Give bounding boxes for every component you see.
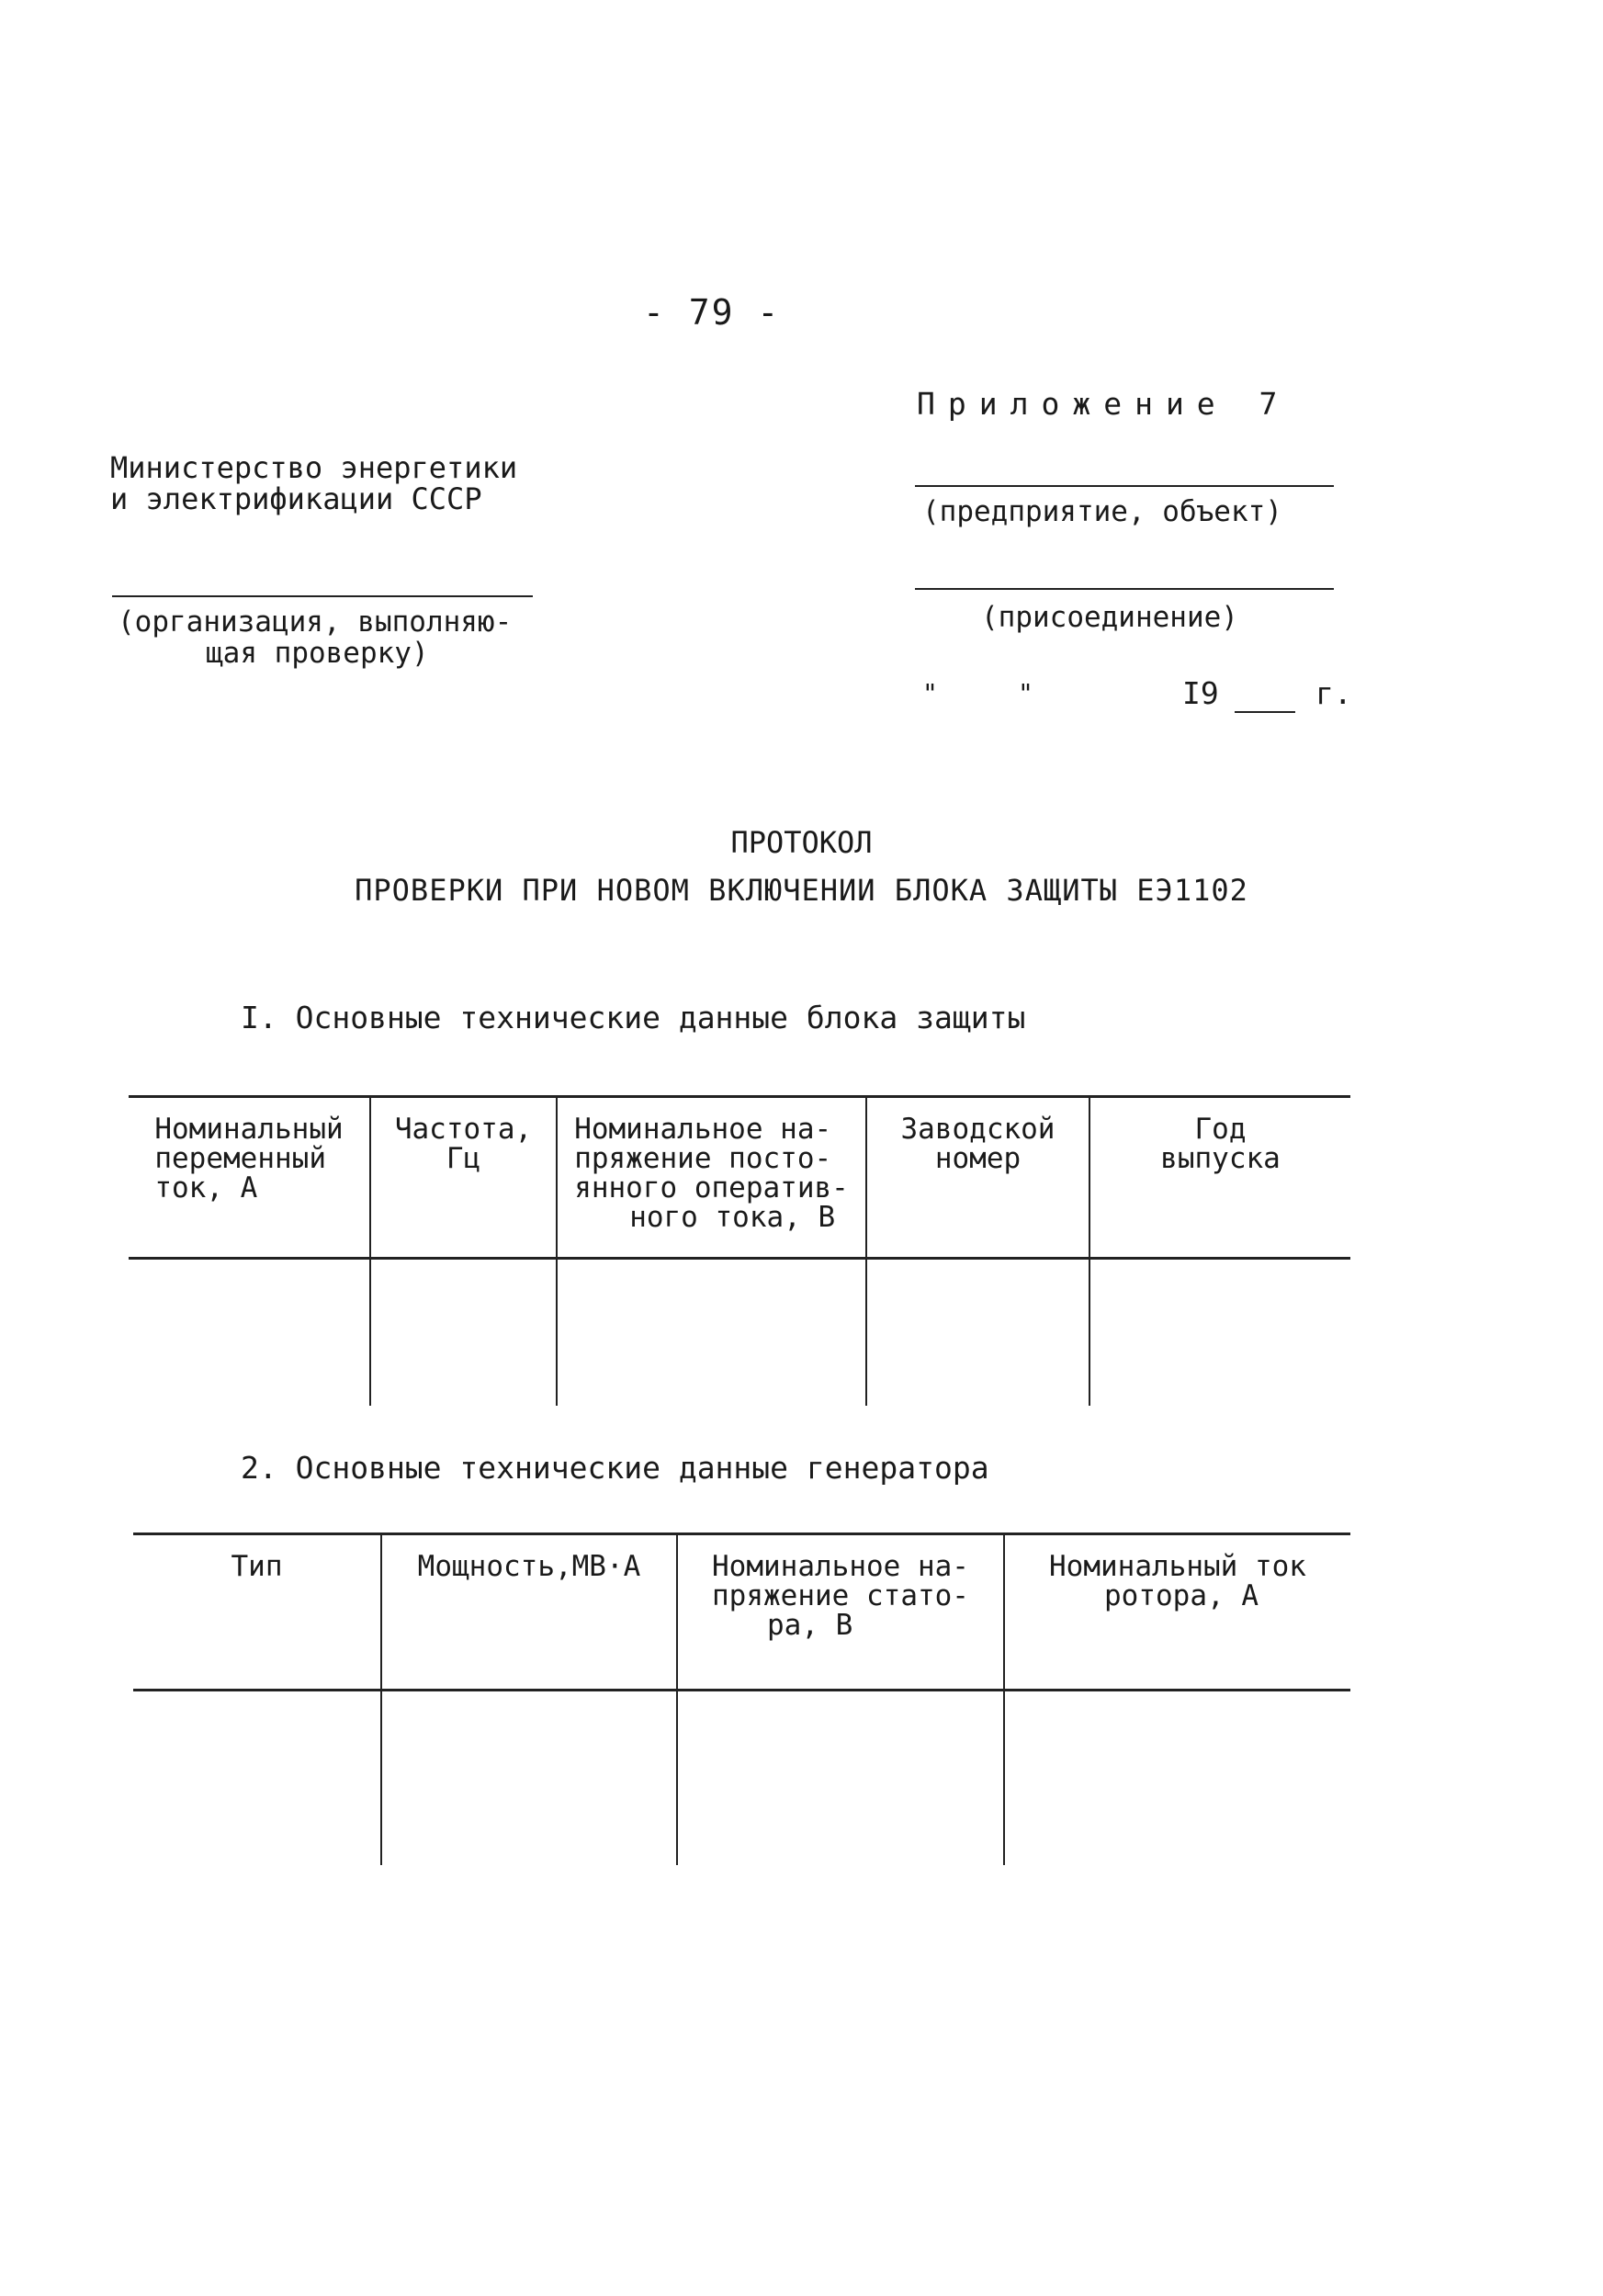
cell-type[interactable] [133,1691,381,1865]
cell-stator-voltage[interactable] [677,1691,1004,1865]
table-header-row [129,1097,1350,1259]
cell-serial-number[interactable] [866,1259,1089,1406]
cell-rotor-current[interactable] [1004,1691,1350,1865]
protection-unit-table [129,1095,1350,1406]
protocol-subtitle: ПРОВЕРКИ ПРИ НОВОМ ВКЛЮЧЕНИИ БЛОКА ЗАЩИТЫ ЕЭ1102 [355,873,1248,908]
date-year-prefix: I9 [1182,675,1219,711]
cell-rated-ac-current[interactable] [129,1259,370,1406]
section-1-heading: I. Основные технические данные блока защиты [241,1000,1026,1035]
enterprise-fill-line [915,485,1334,487]
col-serial-number: Заводской номер [866,1097,1089,1259]
connection-caption: (присоединение) [981,601,1238,634]
table-row [133,1691,1350,1865]
appendix-label: Приложение 7 [917,386,1291,422]
col-frequency: Частота, Гц [370,1097,557,1259]
date-quote-close: " [1018,678,1033,708]
date-year-blank [1235,711,1295,713]
org-caption-line-1: (организация, выполняю- [118,605,513,639]
ministry-line-1: Министерство энергетики [110,450,518,485]
col-rated-ac-current: Номинальный переменный ток, А [129,1097,370,1259]
col-stator-voltage: Номинальное на- пряжение стато- ра, В [677,1534,1004,1691]
col-type: Тип [133,1534,381,1691]
ministry-name [110,452,517,515]
org-signature-line [112,595,533,597]
section-2-heading: 2. Основные технические данные генератора [241,1450,989,1486]
ministry-line-2: и электрификации СССР [110,481,482,516]
protocol-title: ПРОТОКОЛ [730,825,873,860]
col-rated-dc-voltage: Номинальное на- пряжение посто- янного оператив- ного тока, В [557,1097,866,1259]
table-header-row [133,1534,1350,1691]
org-caption-line-2: щая проверку) [206,637,429,670]
org-caption [118,606,512,669]
table-row [129,1259,1350,1406]
page-number: - 79 - [643,292,781,333]
col-power: Мощность,МВ·А [381,1534,677,1691]
connection-fill-line [915,588,1334,590]
generator-table [133,1533,1350,1865]
enterprise-caption: (предприятие, объект) [922,495,1282,528]
cell-rated-dc-voltage[interactable] [557,1259,866,1406]
cell-manufacture-year[interactable] [1089,1259,1350,1406]
date-year-suffix: г. [1315,675,1352,711]
cell-power[interactable] [381,1691,677,1865]
col-manufacture-year: Год выпуска [1089,1097,1350,1259]
date-quote-open: " [922,678,938,708]
col-rotor-current: Номинальный ток ротора, А [1004,1534,1350,1691]
cell-frequency[interactable] [370,1259,557,1406]
